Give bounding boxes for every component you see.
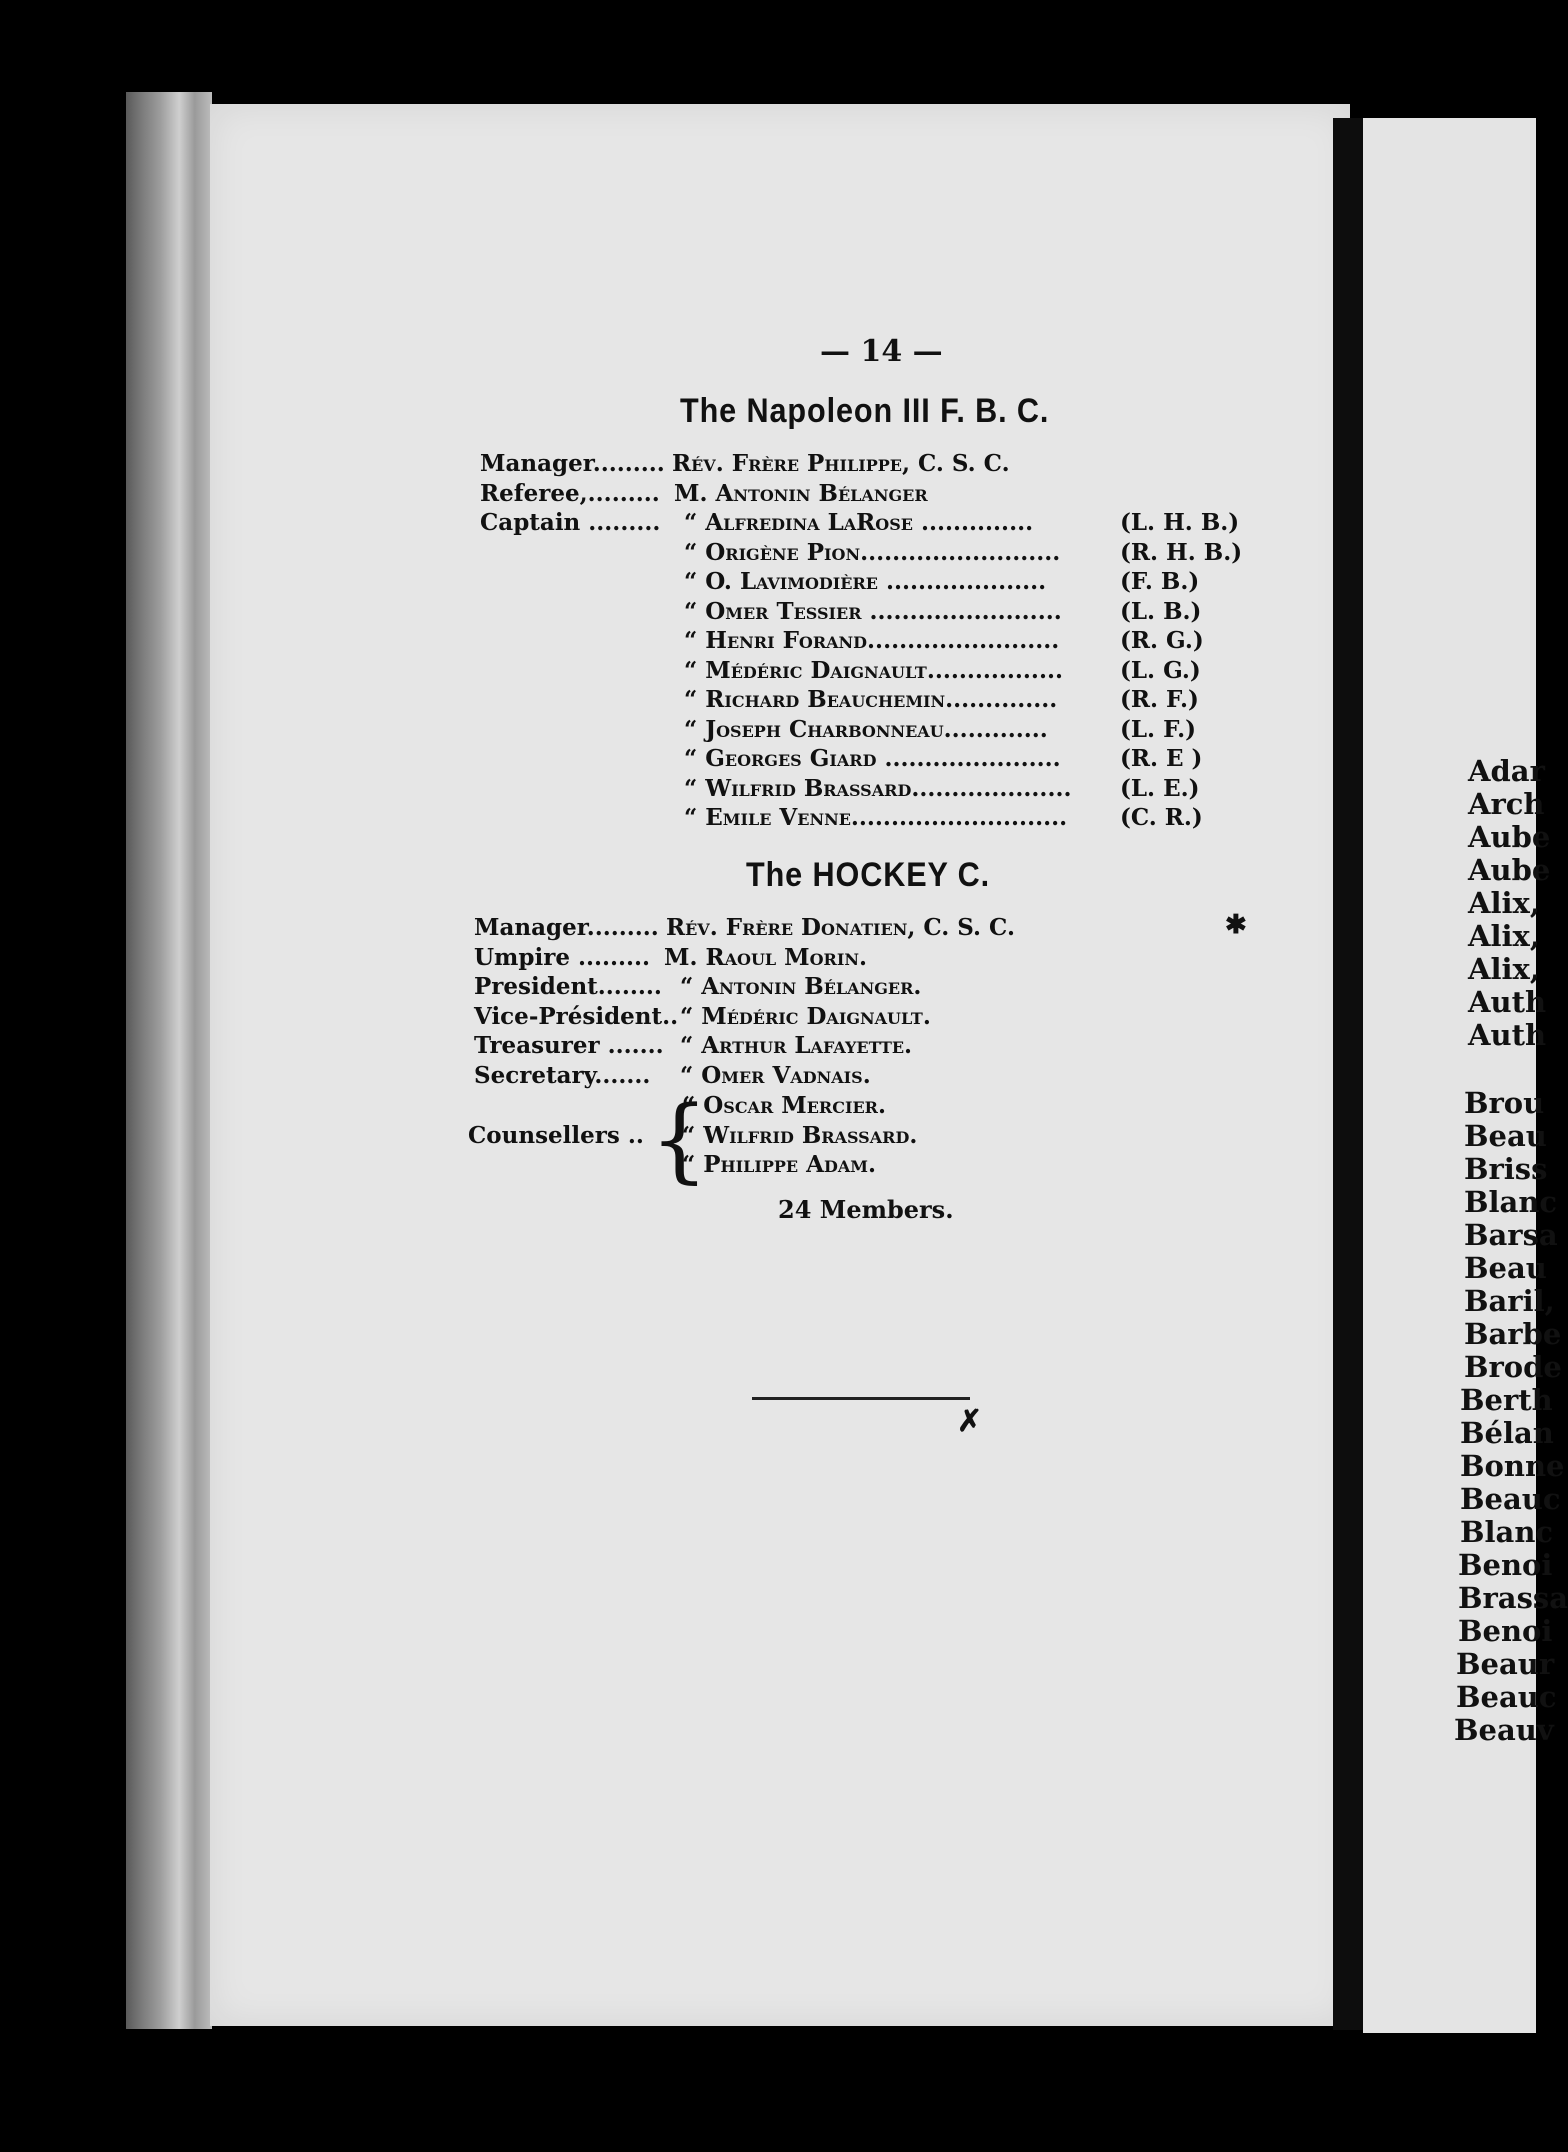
- officer-label: Secretary.......: [474, 1062, 651, 1089]
- player-position: (R. E ): [1120, 745, 1203, 772]
- fragment-text: Aube: [1468, 853, 1551, 887]
- fragment-text: Briss: [1464, 1152, 1548, 1186]
- player-name: “ Wilfrid Brassard....................: [684, 775, 1072, 802]
- fragment-text: Aube: [1468, 820, 1551, 854]
- player-position: (R. H. B.): [1120, 539, 1243, 566]
- book-spine: [126, 92, 212, 2029]
- fragment-text: Brou: [1464, 1086, 1545, 1120]
- officer-label: Vice-Président..: [474, 1003, 679, 1030]
- officer-label: Manager.........: [474, 914, 659, 941]
- player-name: “ Origène Pion.........................: [684, 539, 1061, 566]
- player-position: (C. R.): [1120, 804, 1203, 831]
- player-name: “ Omer Tessier ........................: [684, 598, 1062, 625]
- captain-label: Captain .........: [480, 509, 661, 536]
- page-number: — 14 —: [820, 334, 943, 369]
- officer-value: “ Arthur Lafayette.: [680, 1032, 913, 1059]
- page-gutter: [1333, 118, 1363, 2030]
- player-name: “ Médéric Daignault.................: [684, 657, 1063, 684]
- player-position: (R. F.): [1120, 686, 1199, 713]
- fragment-text: Benoi: [1458, 1548, 1553, 1582]
- officer-label: President........: [474, 973, 662, 1000]
- player-position: (F. B.): [1120, 568, 1200, 595]
- counsellors-label: Counsellers ..: [468, 1122, 644, 1149]
- fragment-text: Beauv: [1454, 1713, 1554, 1747]
- player-name: “ Alfredina LaRose ..............: [684, 509, 1034, 536]
- hockey-club-title: The HOCKEY C.: [746, 856, 991, 894]
- fragment-text: Alix,: [1468, 919, 1540, 953]
- fragment-text: Brassa: [1458, 1581, 1568, 1615]
- counsellor-name: “ Philippe Adam.: [682, 1151, 876, 1178]
- player-position: (R. G.): [1120, 627, 1204, 654]
- player-name: “ Georges Giard ......................: [684, 745, 1061, 772]
- fragment-text: Beau: [1464, 1251, 1547, 1285]
- fragment-text: Berth: [1460, 1383, 1553, 1417]
- player-name: “ Joseph Charbonneau.............: [684, 716, 1048, 743]
- player-position: (L. E.): [1120, 775, 1200, 802]
- fragment-text: Bélan: [1460, 1416, 1554, 1450]
- officer-value: M. Raoul Morin.: [664, 944, 867, 971]
- fragment-text: Auth: [1468, 1018, 1547, 1052]
- fragment-text: Auth: [1468, 985, 1547, 1019]
- closing-rule: [752, 1397, 970, 1400]
- fragment-text: Alix,: [1468, 886, 1540, 920]
- player-name: “ Henri Forand........................: [684, 627, 1060, 654]
- player-position: (L. F.): [1120, 716, 1196, 743]
- ink-mark: ✱: [1225, 910, 1247, 940]
- officer-label: Umpire .........: [474, 944, 651, 971]
- referee-value: M. Antonin Bélanger: [674, 480, 928, 507]
- manager-value: Rév. Frère Philippe, C. S. C.: [672, 450, 1010, 477]
- football-club-title: The Napoleon III F. B. C.: [680, 392, 1050, 430]
- counsellor-name: “ Oscar Mercier.: [682, 1092, 886, 1119]
- officer-value: “ Omer Vadnais.: [680, 1062, 871, 1089]
- player-name: “ Richard Beauchemin..............: [684, 686, 1058, 713]
- officer-value: “ Médéric Daignault.: [680, 1003, 931, 1030]
- player-name: “ Emile Venne...........................: [684, 804, 1068, 831]
- player-position: (L. B.): [1120, 598, 1202, 625]
- fragment-text: Brode: [1464, 1350, 1562, 1384]
- officer-value: Rév. Frère Donatien, C. S. C.: [666, 914, 1015, 941]
- fragment-text: Blanc: [1464, 1185, 1558, 1219]
- fragment-text: Alix,: [1468, 952, 1540, 986]
- officer-label: Treasurer .......: [474, 1032, 664, 1059]
- fragment-text: Barsa: [1464, 1218, 1558, 1252]
- fragment-text: Adar: [1468, 754, 1545, 788]
- fragment-text: Beau: [1464, 1119, 1547, 1153]
- fragment-text: Beauc: [1456, 1680, 1557, 1714]
- player-position: (L. H. B.): [1120, 509, 1240, 536]
- fragment-text: Barbe: [1464, 1317, 1562, 1351]
- members-count: 24 Members.: [778, 1195, 954, 1224]
- counsellors-brace: {: [650, 1086, 709, 1193]
- fragment-text: Baril,: [1464, 1284, 1555, 1318]
- fragment-text: Arch: [1468, 787, 1545, 821]
- counsellor-name: “ Wilfrid Brassard.: [682, 1122, 918, 1149]
- fragment-text: Beaur: [1456, 1647, 1555, 1681]
- player-position: (L. G.): [1120, 657, 1201, 684]
- fragment-text: Bonne: [1460, 1449, 1565, 1483]
- officer-value: “ Antonin Bélanger.: [680, 973, 922, 1000]
- ink-mark: ✗: [957, 1404, 983, 1439]
- referee-label: Referee,.........: [480, 480, 660, 507]
- fragment-text: Beauc: [1460, 1482, 1561, 1516]
- player-name: “ O. Lavimodière ....................: [684, 568, 1047, 595]
- fragment-text: Blanc: [1460, 1515, 1554, 1549]
- manager-label: Manager.........: [480, 450, 665, 477]
- fragment-text: Benoi: [1458, 1614, 1553, 1648]
